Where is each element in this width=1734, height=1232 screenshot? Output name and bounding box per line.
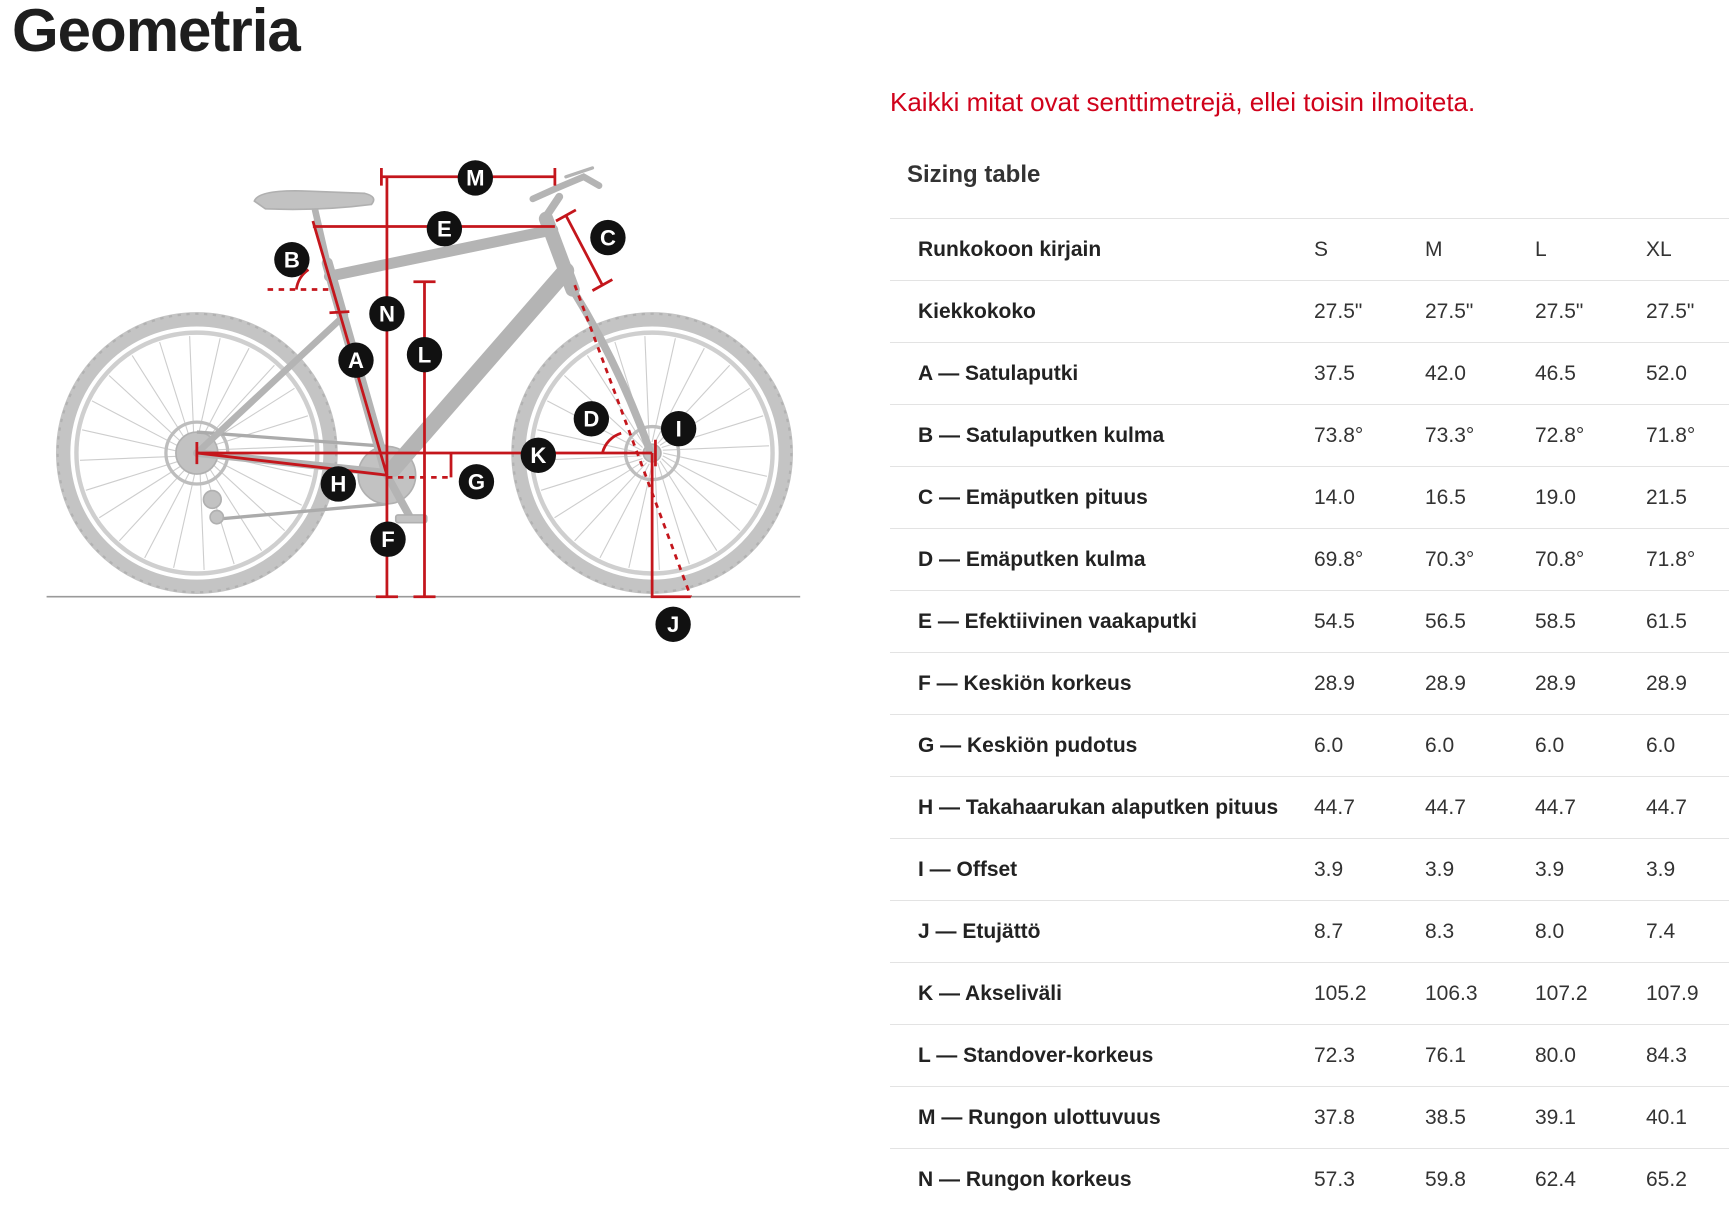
cell-l: 39.1 <box>1535 1105 1576 1129</box>
marker-h-label: H <box>330 471 347 497</box>
table-row <box>890 281 1729 343</box>
marker-g <box>459 464 494 499</box>
spoke <box>109 375 187 447</box>
marker-b <box>274 242 309 277</box>
cell-s: 69.8° <box>1314 547 1364 571</box>
marker-i <box>661 411 696 446</box>
marker-j <box>655 607 690 642</box>
marker-a-label: A <box>348 347 364 373</box>
cell-xl: 65.2 <box>1646 1167 1687 1191</box>
cell-l: 46.5 <box>1535 361 1576 385</box>
cell-xl: 61.5 <box>1646 609 1687 633</box>
cell-m: 73.3° <box>1425 423 1475 447</box>
cell-l: 107.2 <box>1535 981 1588 1005</box>
row-label: K — Akseliväli <box>918 981 1062 1005</box>
cell-s: 57.3 <box>1314 1167 1355 1191</box>
table-row <box>890 1149 1729 1211</box>
row-label: M — Rungon ulottuvuus <box>918 1105 1161 1129</box>
cell-xl: 3.9 <box>1646 857 1676 881</box>
cell-s: 6.0 <box>1314 733 1344 757</box>
cell-m: 38.5 <box>1425 1105 1466 1129</box>
cell-l: 27.5" <box>1535 299 1584 323</box>
cell-xl: 84.3 <box>1646 1043 1687 1067</box>
marker-n <box>369 296 404 331</box>
table-row <box>890 1025 1729 1087</box>
saddle <box>254 191 373 210</box>
cell-l: 62.4 <box>1535 1167 1576 1191</box>
sizing-table-caption: Sizing table <box>907 161 1041 188</box>
spoke <box>200 464 204 570</box>
cell-s: 37.8 <box>1314 1105 1355 1129</box>
rear-derailleur <box>203 491 221 509</box>
cell-l: 58.5 <box>1535 609 1576 633</box>
marker-m-label: M <box>466 165 485 191</box>
stem <box>546 197 559 217</box>
row-label: N — Rungon korkeus <box>918 1167 1132 1191</box>
cell-xl: 21.5 <box>1646 485 1687 509</box>
cell-s: 37.5 <box>1314 361 1355 385</box>
cell-m: 56.5 <box>1425 609 1466 633</box>
row-label: Kiekkokoko <box>918 299 1036 323</box>
cell-xl: 71.8° <box>1646 547 1696 571</box>
cell-m: 8.3 <box>1425 919 1455 943</box>
size-header-s: S <box>1314 237 1329 261</box>
cell-s: 105.2 <box>1314 981 1367 1005</box>
rear-derailleur-pulley <box>210 511 223 524</box>
cell-m: 16.5 <box>1425 485 1466 509</box>
pedal <box>396 515 427 523</box>
marker-l-label: L <box>417 342 432 368</box>
cell-l: 44.7 <box>1535 795 1576 819</box>
cell-xl: 71.8° <box>1646 423 1696 447</box>
table-header-row <box>890 219 1729 281</box>
marker-f <box>370 522 405 557</box>
row-label: J — Etujättö <box>918 919 1041 943</box>
cell-m: 42.0 <box>1425 361 1466 385</box>
cell-xl: 6.0 <box>1646 733 1676 757</box>
table-row <box>890 839 1729 901</box>
bike-geometry-diagram <box>0 0 807 663</box>
dimension-angle-d <box>602 433 621 453</box>
marker-c <box>590 220 625 255</box>
marker-d-label: D <box>583 406 600 432</box>
marker-l <box>407 337 442 372</box>
table-row <box>890 777 1729 839</box>
cell-l: 70.8° <box>1535 547 1585 571</box>
marker-b-label: B <box>283 247 300 273</box>
table-row <box>890 963 1729 1025</box>
sizing-table <box>890 218 1729 1211</box>
size-header-xl: XL <box>1646 237 1672 261</box>
marker-i-label: I <box>675 416 682 442</box>
cell-s: 8.7 <box>1314 919 1344 943</box>
cell-xl: 7.4 <box>1646 919 1676 943</box>
table-row <box>890 405 1729 467</box>
cell-l: 80.0 <box>1535 1043 1576 1067</box>
cell-xl: 27.5" <box>1646 299 1695 323</box>
row-label: B — Satulaputken kulma <box>918 423 1165 447</box>
page-title: Geometria <box>12 0 300 64</box>
cell-l: 6.0 <box>1535 733 1565 757</box>
handlebar <box>533 177 599 199</box>
spoke <box>132 355 189 445</box>
cell-m: 3.9 <box>1425 857 1455 881</box>
cell-s: 54.5 <box>1314 609 1355 633</box>
marker-k <box>521 438 556 473</box>
marker-j-label: J <box>666 612 680 638</box>
cell-l: 19.0 <box>1535 485 1576 509</box>
cell-s: 14.0 <box>1314 485 1355 509</box>
marker-d <box>574 401 609 436</box>
cell-l: 28.9 <box>1535 671 1576 695</box>
table-row <box>890 715 1729 777</box>
cell-m: 106.3 <box>1425 981 1478 1005</box>
cell-s: 28.9 <box>1314 671 1355 695</box>
cell-m: 59.8 <box>1425 1167 1466 1191</box>
marker-n-label: N <box>378 301 395 327</box>
table-row <box>890 591 1729 653</box>
spoke <box>190 336 194 442</box>
row-label: L — Standover-korkeus <box>918 1043 1154 1067</box>
row-label: D — Emäputken kulma <box>918 547 1146 571</box>
cell-s: 73.8° <box>1314 423 1364 447</box>
marker-e-label: E <box>437 216 452 242</box>
header-label: Runkokoon kirjain <box>918 237 1102 261</box>
spoke <box>99 461 189 518</box>
marker-k-label: K <box>530 442 547 468</box>
row-label: C — Emäputken pituus <box>918 485 1148 509</box>
cell-xl: 44.7 <box>1646 795 1687 819</box>
cell-m: 44.7 <box>1425 795 1466 819</box>
cell-l: 72.8° <box>1535 423 1585 447</box>
table-row <box>890 467 1729 529</box>
spoke <box>160 342 192 443</box>
cell-xl: 28.9 <box>1646 671 1687 695</box>
cell-m: 76.1 <box>1425 1043 1466 1067</box>
cell-m: 70.3° <box>1425 547 1475 571</box>
cell-s: 44.7 <box>1314 795 1355 819</box>
spoke <box>80 456 186 460</box>
marker-g-label: G <box>467 469 486 495</box>
size-header-m: M <box>1425 237 1443 261</box>
table-row <box>890 653 1729 715</box>
table-row <box>890 1087 1729 1149</box>
table-row <box>890 343 1729 405</box>
row-label: A — Satulaputki <box>918 361 1079 385</box>
cell-xl: 52.0 <box>1646 361 1687 385</box>
marker-m <box>458 160 493 195</box>
cell-m: 6.0 <box>1425 733 1455 757</box>
cell-m: 28.9 <box>1425 671 1466 695</box>
table-row <box>890 901 1729 963</box>
units-note: Kaikki mitat ovat senttimetrejä, ellei toisin ilmoiteta. <box>890 87 1476 117</box>
marker-e <box>427 211 462 246</box>
marker-h <box>321 466 356 501</box>
spoke <box>208 446 314 450</box>
marker-c-label: C <box>599 225 616 251</box>
row-label: H — Takahaarukan alaputken pituus <box>918 795 1279 819</box>
cell-l: 3.9 <box>1535 857 1565 881</box>
table-row <box>890 529 1729 591</box>
cell-xl: 40.1 <box>1646 1105 1687 1129</box>
cell-l: 8.0 <box>1535 919 1565 943</box>
size-header-l: L <box>1535 237 1547 261</box>
cell-s: 3.9 <box>1314 857 1344 881</box>
row-label: G — Keskiön pudotus <box>918 733 1138 757</box>
cell-xl: 107.9 <box>1646 981 1699 1005</box>
marker-a <box>338 343 373 378</box>
row-label: I — Offset <box>918 857 1018 881</box>
row-label: F — Keskiön korkeus <box>918 671 1132 695</box>
spoke <box>86 459 187 491</box>
cell-s: 72.3 <box>1314 1043 1355 1067</box>
cell-m: 27.5" <box>1425 299 1474 323</box>
marker-f-label: F <box>381 526 395 552</box>
spoke <box>119 463 191 541</box>
row-label: E — Efektiivinen vaakaputki <box>918 609 1197 633</box>
cell-s: 27.5" <box>1314 299 1363 323</box>
